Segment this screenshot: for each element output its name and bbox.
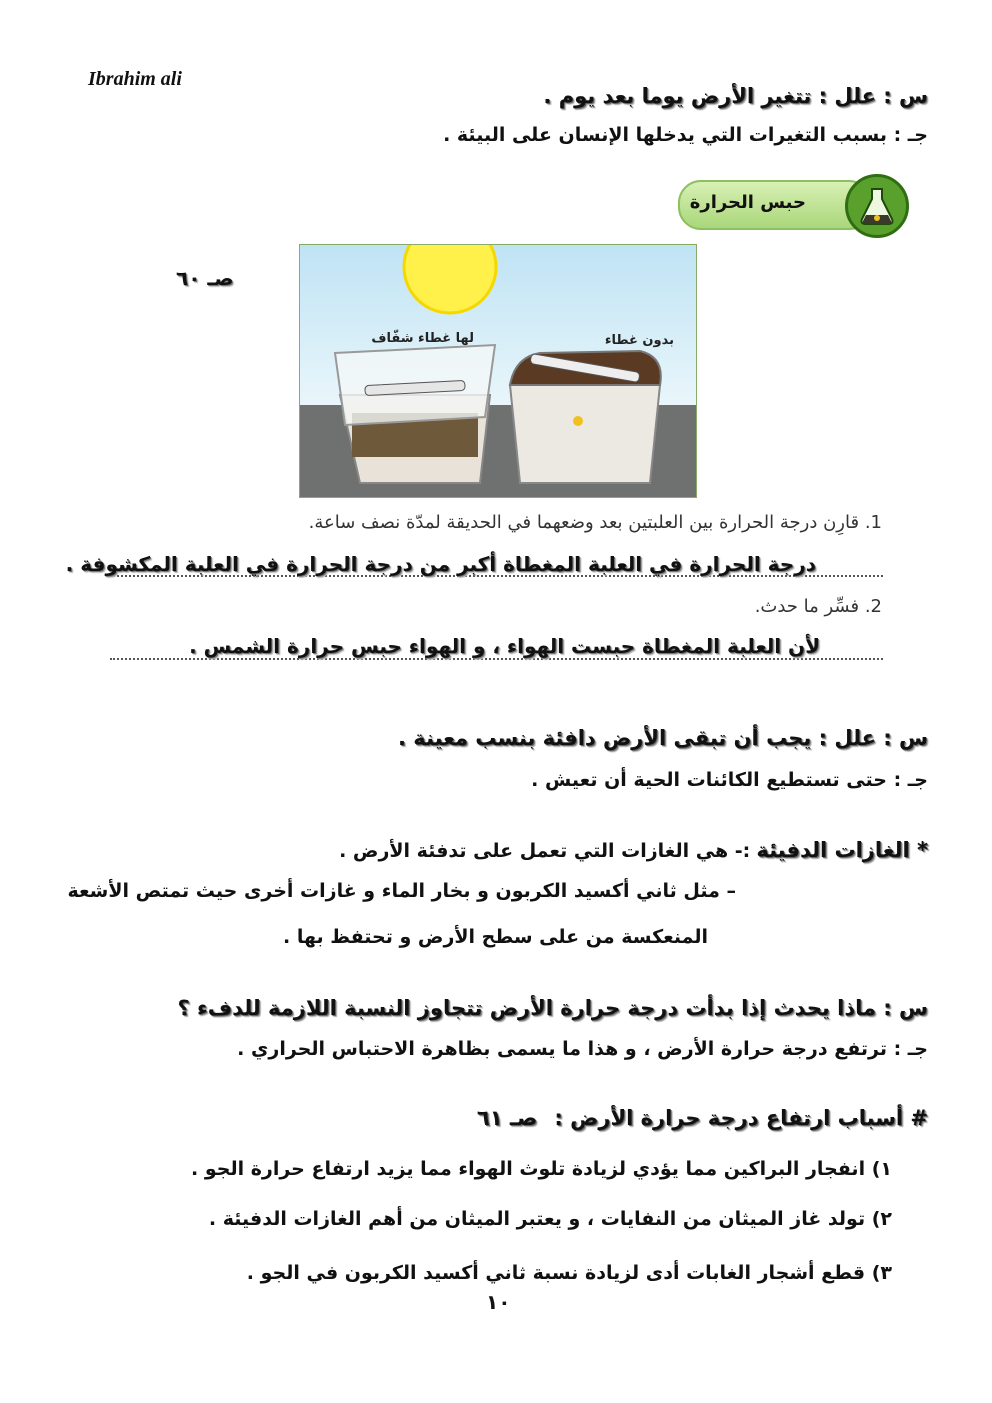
greenhouse-definition-line bbox=[339, 838, 928, 862]
answer-1: جـ : بسبب التغيرات التي يدخلها الإنسان على البيئة . bbox=[443, 124, 928, 146]
answer-2: جـ : حتى تستطيع الكائنات الحية أن تعيش . bbox=[531, 769, 928, 791]
exercise-item-1: 1. قارِن درجة الحرارة بين العلبتين بعد وضعهما في الحديقة لمدّة نصف ساعة. bbox=[308, 512, 882, 533]
exercise-item-2: 2. فسِّر ما حدث. bbox=[754, 596, 882, 617]
greenhouse-definition: :- هي الغازات التي تعمل على تدفئة الأرض . bbox=[339, 840, 751, 862]
label-uncovered: بدون غطاء bbox=[604, 333, 674, 348]
question-1: س : علل : تتغير الأرض يوما بعد يوم . bbox=[543, 84, 928, 108]
cause-item-3: ٣) قطع أشجار الغابات أدى لزيادة نسبة ثاني أكسيد الكربون في الجو . bbox=[246, 1262, 892, 1284]
causes-heading-line bbox=[477, 1106, 928, 1130]
question-3: س : ماذا يحدث إذا بدأت درجة حرارة الأرض تتجاوز النسبة اللازمة للدفء ؟ bbox=[177, 996, 928, 1020]
page-ref-61: صـ ٦١ bbox=[476, 1106, 538, 1130]
greenhouse-example-2: المنعكسة من على سطح الأرض و تحتفظ بها . bbox=[283, 926, 708, 948]
section-banner bbox=[678, 180, 872, 230]
author-name: Ibrahim ali bbox=[88, 68, 182, 90]
cause-item-2: ٢) تولد غاز الميثان من النفايات ، و يعتبر الميثان من أهم الغازات الدفيئة . bbox=[208, 1208, 892, 1230]
page-ref-60: صـ ٦٠ bbox=[176, 266, 234, 290]
greenhouse-example-1: – مثل ثاني أكسيد الكربون و بخار الماء و غازات أخرى حيث تمتص الأشعة bbox=[67, 880, 736, 902]
exercise-answer-1: درجة الحرارة في العلبة المغطاة أكبر من درجة الحرارة في العلبة المكشوفة . bbox=[65, 552, 816, 576]
experiment-illustration bbox=[300, 245, 696, 497]
label-covered: لها غطاء شفّاف bbox=[371, 331, 474, 346]
causes-heading: # أسباب ارتفاع درجة حرارة الأرض : bbox=[554, 1106, 928, 1130]
greenhouse-term: * الغازات الدفيئة bbox=[756, 838, 928, 862]
question-2: س : علل : يجب أن تبقى الأرض دافئة بنسب معينة . bbox=[397, 726, 928, 750]
answer-3: جـ : ترتفع درجة حرارة الأرض ، و هذا ما يسمى بظاهرة الاحتباس الحراري . bbox=[237, 1038, 928, 1060]
page-number: ١٠ bbox=[486, 1290, 511, 1314]
exercise-answer-2: لأن العلبة المغطاة حبست الهواء ، و الهواء حبس حرارة الشمس . bbox=[189, 634, 820, 658]
section-title: حبس الحرارة bbox=[689, 192, 806, 213]
experiment-figure bbox=[299, 244, 697, 498]
flask-icon bbox=[845, 174, 909, 238]
answer-line-2 bbox=[110, 658, 883, 660]
cause-item-1: ١) انفجار البراكين مما يؤدي لزيادة تلوث الهواء مما يزيد ارتفاع حرارة الجو . bbox=[191, 1158, 892, 1180]
